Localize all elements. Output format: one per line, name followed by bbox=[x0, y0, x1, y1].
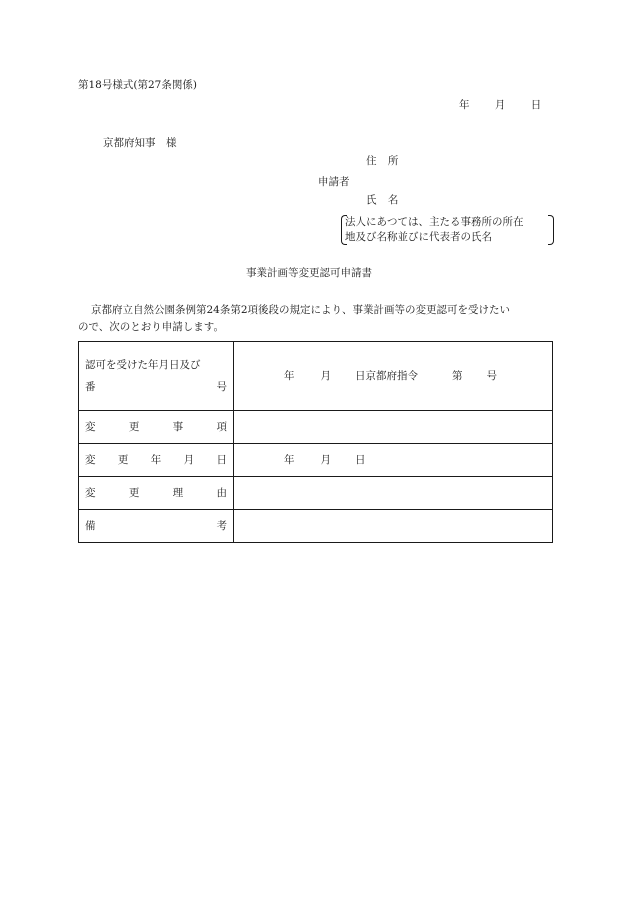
approval-value-cell[interactable] bbox=[234, 342, 553, 411]
application-table bbox=[78, 341, 553, 543]
form-number: 第18号様式(第27条関係) bbox=[78, 79, 197, 91]
body-text-line2: ので、次のとおり申請します。 bbox=[78, 321, 224, 333]
addressee: 京都府知事 様 bbox=[103, 137, 177, 149]
change-item-label: 変 更 事 項 bbox=[85, 420, 227, 433]
table-row-approval bbox=[79, 342, 553, 411]
table-row-change-item bbox=[79, 411, 553, 444]
table-row-change-date bbox=[79, 444, 553, 477]
approval-label-line1: 認可を受けた年月日及び bbox=[85, 359, 201, 371]
name-label: 氏 名 bbox=[366, 194, 399, 206]
date-year-label: 年 bbox=[459, 99, 470, 111]
applicant-label: 申請者 bbox=[318, 176, 350, 188]
corporation-note-line1: 法人にあつては、主たる事務所の所在 bbox=[345, 216, 524, 228]
approval-label-line2: 番 号 bbox=[85, 380, 227, 393]
remarks-label: 備 考 bbox=[85, 519, 227, 532]
table-row-change-reason bbox=[79, 477, 553, 510]
change-reason-label-cell bbox=[79, 477, 234, 510]
change-reason-value-cell[interactable] bbox=[234, 477, 553, 510]
bracket-right bbox=[548, 215, 554, 245]
date-line bbox=[459, 100, 541, 111]
change-date-value-cell[interactable] bbox=[234, 444, 553, 477]
remarks-value-cell[interactable] bbox=[234, 510, 553, 543]
change-reason-label: 変 更 理 由 bbox=[85, 486, 227, 499]
change-date-label: 変 更 年 月 日 bbox=[85, 453, 227, 466]
change-item-label-cell bbox=[79, 411, 234, 444]
change-date-value: 年 月 日 bbox=[284, 453, 366, 466]
approval-label-cell bbox=[79, 342, 234, 411]
change-date-label-cell bbox=[79, 444, 234, 477]
date-month-label: 月 bbox=[494, 99, 506, 111]
approval-value: 年 月 日京都府指令 第 号 bbox=[284, 369, 497, 382]
table-row-remarks bbox=[79, 510, 553, 543]
address-label: 住 所 bbox=[366, 155, 399, 167]
remarks-label-cell bbox=[79, 510, 234, 543]
body-text-line1: 京都府立自然公園条例第24条第2項後段の規定により、事業計画等の変更認可を受けたい bbox=[91, 304, 511, 316]
change-item-value-cell[interactable] bbox=[234, 411, 553, 444]
corporation-note-line2: 地及び名称並びに代表者の氏名 bbox=[345, 231, 492, 243]
document-title: 事業計画等変更認可申請書 bbox=[246, 267, 372, 279]
date-day-label: 日 bbox=[530, 99, 542, 111]
corporation-note bbox=[341, 215, 554, 245]
